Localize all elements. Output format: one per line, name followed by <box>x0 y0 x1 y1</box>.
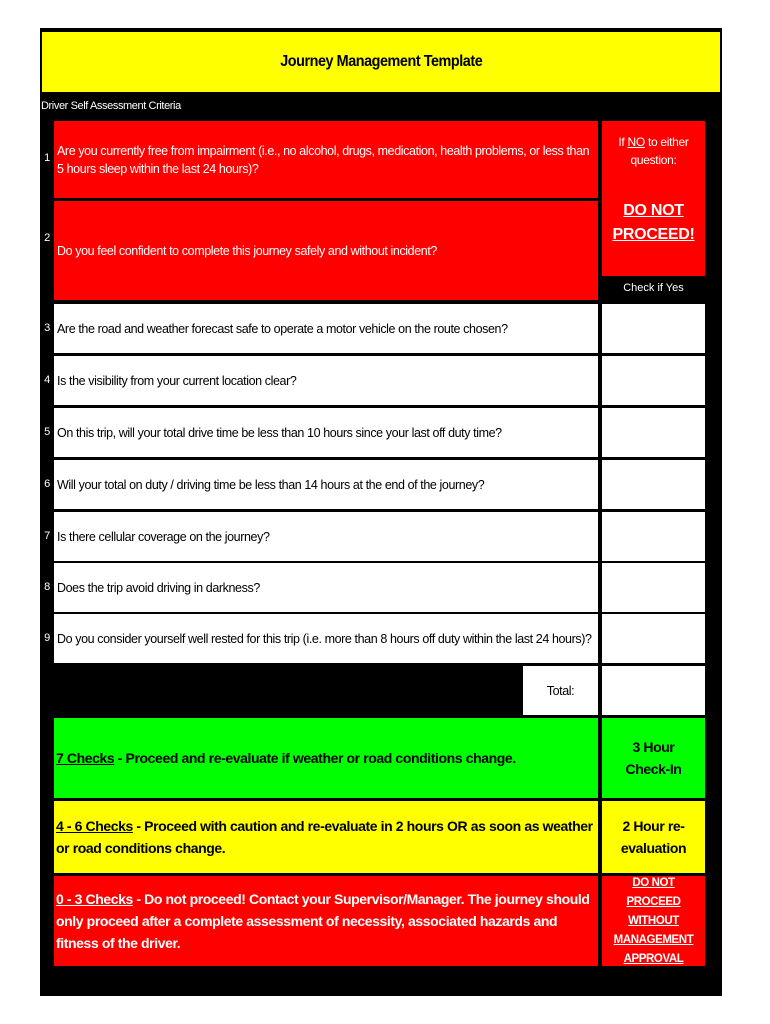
question-4 <box>54 356 598 405</box>
question-6 <box>54 460 598 509</box>
question-1 <box>54 121 598 198</box>
question-7 <box>54 512 598 561</box>
question-text: Are the road and weather forecast safe to operate a motor vehicle on the route chosen? <box>57 321 508 336</box>
result-text: 0 - 3 Checks - Do not proceed! Contact your Supervisor/Manager. The journey should only proceed after a complete assessment of necessity, associated hazards and fitness of the driver. <box>56 891 590 951</box>
question-8 <box>54 563 598 612</box>
question-number: 6 <box>44 478 50 490</box>
question-text: Will your total on duty / driving time be less than 14 hours at the end of the journey? <box>57 477 485 492</box>
check-if-yes-label: Check if Yes <box>623 282 684 294</box>
question-text: Are you currently free from impairment (i.e., no alcohol, drugs, medication, health problems, or less than 5 hours sleep within the last 24 hours)? <box>57 143 590 176</box>
title-text: Journey Management Template <box>279 53 483 70</box>
question-number: 2 <box>44 232 50 244</box>
question-number: 1 <box>44 152 50 164</box>
question-number: 9 <box>44 632 50 644</box>
total-label: Total: <box>523 666 598 715</box>
result-0-3-checks <box>54 876 598 966</box>
yes-checkbox[interactable] <box>602 356 705 405</box>
question-text: Do you feel confident to complete this journey safely and without incident? <box>57 243 437 258</box>
either-question-note: If NO to either question: <box>618 135 689 167</box>
page-title <box>40 30 722 94</box>
question-number: 7 <box>44 530 50 542</box>
question-text: Do you consider yourself well rested for this trip (i.e. more than 8 hours off duty within the last 24 hours)? <box>57 631 592 646</box>
result-action: 3 Hour Check-In <box>602 718 705 798</box>
yes-checkbox[interactable] <box>602 512 705 561</box>
stop-warning-box <box>602 121 705 276</box>
result-text: 4 - 6 Checks - Proceed with caution and re-evaluate in 2 hours OR as soon as weather or road conditions change. <box>56 818 593 856</box>
total-input[interactable] <box>602 666 705 715</box>
section-subtitle: Driver Self Assessment Criteria <box>41 100 181 112</box>
question-3 <box>54 304 598 353</box>
result-7-checks <box>54 718 598 798</box>
question-number: 5 <box>44 426 50 438</box>
result-4-6-checks <box>54 801 598 873</box>
do-not-proceed-warning: DO NOT PROCEED! <box>612 202 695 243</box>
result-action: 2 Hour re-evaluation <box>602 801 705 873</box>
result-text: 7 Checks - Proceed and re-evaluate if weather or road conditions change. <box>56 750 516 766</box>
question-5 <box>54 408 598 457</box>
question-text: Is the visibility from your current location clear? <box>57 373 297 388</box>
question-text: On this trip, will your total drive time be less than 10 hours since your last off duty time? <box>57 425 502 440</box>
question-number: 3 <box>44 322 50 334</box>
question-number: 8 <box>44 581 50 593</box>
question-text: Does the trip avoid driving in darkness? <box>57 580 260 595</box>
yes-checkbox[interactable] <box>602 304 705 353</box>
yes-checkbox[interactable] <box>602 460 705 509</box>
yes-checkbox[interactable] <box>602 563 705 612</box>
yes-checkbox[interactable] <box>602 614 705 663</box>
question-text: Is there cellular coverage on the journey? <box>57 529 270 544</box>
question-9 <box>54 614 598 663</box>
question-number: 4 <box>44 374 50 386</box>
question-2 <box>54 201 598 300</box>
yes-checkbox[interactable] <box>602 408 705 457</box>
result-action: DO NOT PROCEED WITHOUT MANAGEMENT APPROVAL <box>602 876 705 966</box>
